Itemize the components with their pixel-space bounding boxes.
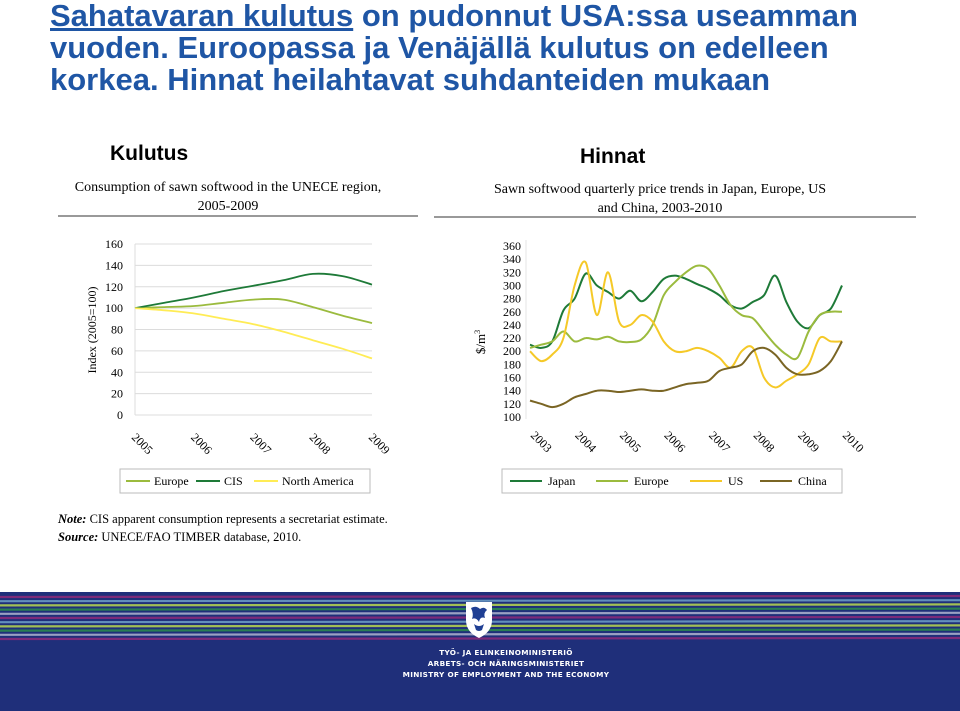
series-line-us bbox=[530, 261, 842, 387]
ministry-name-sv: ARBETS- OCH NÄRINGSMINISTERIET bbox=[427, 659, 585, 668]
label-hinnat: Hinnat bbox=[580, 145, 646, 168]
price-chart bbox=[430, 170, 920, 500]
note-label: Note: bbox=[58, 512, 87, 526]
y-tick-label: 120 bbox=[105, 279, 123, 294]
legend-label-north-america: North America bbox=[282, 474, 354, 488]
y-tick-label: 80 bbox=[111, 322, 123, 337]
x-tick-label: 2010 bbox=[839, 428, 867, 456]
series-line-cis bbox=[135, 274, 372, 308]
x-tick-label: 2008 bbox=[750, 428, 778, 456]
x-tick-label: 2006 bbox=[661, 428, 689, 456]
y-tick-label: 200 bbox=[503, 344, 521, 359]
legend-label-europe: Europe bbox=[634, 474, 669, 488]
y-tick-label: 120 bbox=[503, 396, 521, 411]
chart-title-line1: Consumption of sawn softwood in the UNECE region, bbox=[74, 180, 382, 195]
y-tick-labels bbox=[503, 239, 521, 424]
note-line bbox=[58, 510, 388, 528]
x-tick-labels bbox=[528, 428, 867, 455]
svg-text:$/m3 bbox=[473, 330, 488, 354]
page-headline bbox=[50, 0, 950, 96]
y-axis-label: Index (2005=100) bbox=[85, 286, 99, 374]
headline-line3: korkea. Hinnat heilahtavat suhdanteiden mukaan bbox=[50, 62, 771, 97]
legend-label-europe: Europe bbox=[154, 474, 189, 488]
y-tick-label: 160 bbox=[503, 370, 521, 385]
y-tick-label: 100 bbox=[503, 410, 521, 424]
y-tick-label: 0 bbox=[117, 408, 123, 422]
y-tick-label: 220 bbox=[503, 331, 521, 346]
y-tick-label: 40 bbox=[111, 365, 123, 380]
footer-stripe-light-blue bbox=[0, 600, 960, 601]
legend bbox=[502, 469, 842, 493]
chart-notes bbox=[58, 510, 388, 546]
chart-title-line1: Sawn softwood quarterly price trends in Japan, Europe, US bbox=[493, 182, 827, 197]
note-text: CIS apparent consumption represents a secretariat estimate. bbox=[86, 512, 388, 526]
headline-line2: vuoden. Euroopassa ja Venäjällä kulutus on edelleen bbox=[50, 30, 829, 65]
y-tick-label: 140 bbox=[503, 383, 521, 398]
x-tick-label: 2004 bbox=[572, 428, 600, 456]
chart-title-line2: 2005-2009 bbox=[197, 199, 259, 214]
ministry-name-en: MINISTRY OF EMPLOYMENT AND THE ECONOMY bbox=[402, 670, 610, 679]
footer-stripe-purple bbox=[0, 638, 960, 639]
y-tick-label: 20 bbox=[111, 386, 123, 401]
y-tick-label: 100 bbox=[105, 301, 123, 316]
source-line bbox=[58, 528, 388, 546]
y-tick-label: 140 bbox=[105, 258, 123, 273]
x-tick-label: 2006 bbox=[188, 430, 215, 458]
headline-line1: on pudonnut USA:ssa useamman bbox=[353, 0, 858, 33]
series-lines bbox=[526, 240, 842, 419]
x-tick-label: 2005 bbox=[617, 428, 644, 456]
ministry-name-fi: TYÖ- JA ELINKEINOMINISTERIÖ bbox=[439, 648, 573, 657]
x-tick-label: 2005 bbox=[128, 430, 156, 458]
source-label: Source: bbox=[58, 530, 99, 544]
y-tick-label: 180 bbox=[503, 357, 521, 372]
source-text: UNECE/FAO TIMBER database, 2010. bbox=[98, 530, 302, 544]
legend bbox=[120, 469, 370, 493]
y-tick-label: 240 bbox=[503, 317, 521, 332]
y-tick-label: 360 bbox=[503, 239, 521, 253]
gridlines bbox=[135, 244, 372, 415]
y-tick-label: 160 bbox=[105, 237, 123, 251]
x-tick-labels bbox=[129, 430, 393, 457]
y-tick-labels bbox=[105, 237, 123, 422]
y-tick-label: 320 bbox=[503, 265, 521, 280]
consumption-chart bbox=[50, 170, 430, 500]
x-tick-label: 2009 bbox=[795, 428, 823, 456]
x-tick-label: 2008 bbox=[306, 430, 334, 458]
y-tick-label: 300 bbox=[503, 278, 521, 293]
y-axis-unit-sup: 3 bbox=[473, 329, 482, 334]
y-axis-unit: $/m bbox=[473, 333, 488, 355]
x-tick-label: 2009 bbox=[365, 430, 393, 458]
y-tick-label: 340 bbox=[503, 252, 521, 267]
x-tick-label: 2003 bbox=[527, 428, 555, 456]
chart-title-line2: and China, 2003-2010 bbox=[597, 201, 723, 216]
legend-label-china: China bbox=[798, 474, 827, 488]
y-tick-label: 280 bbox=[503, 291, 521, 306]
legend-label-cis: CIS bbox=[224, 474, 243, 488]
legend-label-us: US bbox=[728, 474, 744, 488]
x-tick-label: 2007 bbox=[247, 430, 275, 458]
y-tick-label: 60 bbox=[111, 343, 123, 358]
headline-link[interactable]: Sahatavaran kulutus bbox=[50, 0, 354, 33]
x-tick-label: 2007 bbox=[706, 428, 734, 456]
footer-stripe-purple bbox=[0, 596, 960, 597]
legend-label-japan: Japan bbox=[548, 474, 576, 488]
label-kulutus: Kulutus bbox=[110, 142, 189, 165]
series-line-japan bbox=[530, 273, 842, 348]
y-axis-label bbox=[473, 330, 488, 354]
y-tick-label: 260 bbox=[503, 304, 521, 319]
ministry-footer bbox=[0, 592, 960, 711]
